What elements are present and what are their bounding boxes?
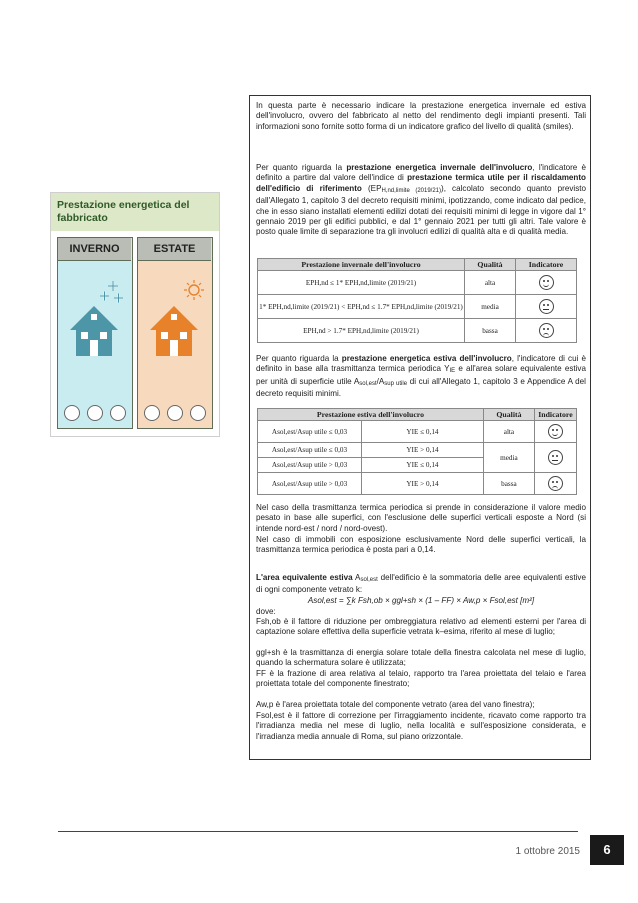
text-run: /A bbox=[376, 376, 385, 386]
table-row bbox=[258, 271, 577, 295]
table-row bbox=[258, 473, 577, 495]
table-header: Qualità bbox=[483, 409, 534, 421]
text-run: dell'edificio è la sommatoria delle aree equivalenti estive di ogni componente vetrato k: bbox=[256, 573, 586, 595]
table-cell bbox=[534, 473, 576, 495]
text-run: ), calcolato secondo quanto previsto dall'Allegato 1, capitolo 3 del decreto requisiti minimi, ipotizzando, come indicato dal pedice, che in esso siano installati elementi edilizi dotati dei requisiti minimi di legge in vigore dal 1° gennaio 2019 per gli edifici pubblici, e dal 1° gennaio 2021 per tutti gli altri. Tale valore è posto quale limite di separazione tra gli involucri edilizi di qualità alta e di qualità media. bbox=[256, 183, 586, 237]
winter-panel bbox=[57, 237, 133, 429]
table-cell: bassa bbox=[465, 319, 516, 343]
happy-smile-icon bbox=[64, 405, 80, 421]
table-cell: alta bbox=[483, 421, 534, 443]
definition-item: ggl+sh è la trasmittanza di energia solare totale della finestra calcolata nel mese di luglio, quando la schermatura solare è utilizzata; bbox=[256, 648, 586, 668]
text-run: Per quanto riguarda la bbox=[256, 163, 347, 172]
table-header: Qualità bbox=[465, 259, 516, 271]
text-run: , l'indicatore di cui è definito in base alla trasmittanza termica periodica Y bbox=[256, 354, 586, 374]
text-run: , l'indicatore è definito a partire dal valore dell'indice di bbox=[256, 163, 587, 183]
table-cell bbox=[516, 319, 577, 343]
text-run: e all'area solare equivalente estiva per unità di superficie utile A bbox=[256, 364, 586, 386]
neutral-smile-icon bbox=[87, 405, 103, 421]
page-number: 6 bbox=[590, 835, 624, 865]
definition-item: FF è la frazione di area relativa al telaio, rapporto tra l'area proiettata del telaio e l'area proiettata totale del componente finestrato; bbox=[256, 669, 586, 689]
subscript: IE bbox=[449, 368, 456, 375]
table-header: Prestazione invernale dell'involucro bbox=[258, 259, 465, 271]
subscript: sol,est bbox=[359, 380, 377, 387]
summer-panel bbox=[137, 237, 213, 429]
sad-smile-icon bbox=[110, 405, 126, 421]
table-row bbox=[258, 319, 577, 343]
table-header: Indicatore bbox=[516, 259, 577, 271]
periodic-transmittance-paragraph: Nel caso della trasmittanza termica periodica si prende in considerazione il valore medio pesato in base alle superfici, con l'esclusione delle superfici verticali esposte a Nord (si intende nord-est / nord / nord-ovest). bbox=[256, 503, 586, 533]
table-cell: media bbox=[483, 443, 534, 473]
neutral-smile-icon bbox=[167, 405, 183, 421]
energy-label-card bbox=[50, 192, 220, 437]
table-row bbox=[258, 421, 577, 443]
summer-house-icon bbox=[146, 278, 206, 358]
table-cell bbox=[534, 443, 576, 473]
footer-date: 1 ottobre 2015 bbox=[515, 846, 580, 857]
subscript: sol,est bbox=[360, 577, 378, 583]
winter-performance-table bbox=[257, 258, 577, 343]
sad-face-icon bbox=[539, 323, 554, 338]
winter-house-icon bbox=[66, 278, 126, 358]
table-cell: EPH,nd ≤ 1* EPH,nd,limite (2019/21) bbox=[258, 271, 465, 295]
table-header: Prestazione estiva dell'involucro bbox=[258, 409, 484, 421]
table-header: Indicatore bbox=[534, 409, 576, 421]
subscript: sup utile bbox=[384, 380, 408, 387]
energy-label-title: Prestazione energetica del fabbricato bbox=[57, 199, 190, 224]
table-cell: YIE ≤ 0,14 bbox=[362, 421, 484, 443]
table-cell: 1* EPH,nd,limite (2019/21) < EPH,nd ≤ 1.7* EPH,nd,limite (2019/21) bbox=[258, 295, 465, 319]
summer-label: ESTATE bbox=[138, 238, 211, 261]
table-cell bbox=[516, 295, 577, 319]
table-cell: bassa bbox=[483, 473, 534, 495]
definition-item: Fsol,est è il fattore di correzione per l'irraggiamento incidente, ricavato come rapporto tra l'irradianza media nel mese di luglio, nella località e sull'esposizione considerata, e l'irradianza media annuale di Roma, sul piano orizzontale. bbox=[256, 711, 586, 741]
equivalent-area-paragraph bbox=[256, 573, 586, 596]
text-run-bold: prestazione energetica invernale dell'involucro bbox=[346, 163, 533, 172]
text-run: (EP bbox=[361, 183, 382, 193]
table-row bbox=[258, 295, 577, 319]
table-cell: YIE > 0,14 bbox=[362, 473, 484, 495]
text-run-bold: prestazione termica utile per il riscaldamento dell'edificio di riferimento bbox=[256, 173, 586, 193]
text-run: di cui all'Allegato 1, capitolo 3 e Appendice A del decreto requisiti minimi. bbox=[256, 376, 586, 399]
summer-performance-table bbox=[257, 408, 577, 495]
summer-smiles bbox=[140, 402, 210, 424]
table-cell: YIE > 0,14 bbox=[362, 443, 484, 458]
text-run-bold: prestazione energetica estiva dell'involucro bbox=[341, 354, 512, 363]
happy-smile-icon bbox=[144, 405, 160, 421]
sad-smile-icon bbox=[190, 405, 206, 421]
happy-face-icon bbox=[539, 275, 554, 290]
winter-paragraph bbox=[256, 163, 586, 238]
formula: Asol,est = ∑k Fsh,ob × ggl+sh × (1 – FF) × Aw,p × Fsol,est [m²] bbox=[307, 596, 535, 605]
table-cell: Asol,est/Asup utile > 0,03 bbox=[258, 473, 362, 495]
sad-face-icon bbox=[548, 476, 563, 491]
table-cell: media bbox=[465, 295, 516, 319]
text-run-bold: L'area equivalente estiva bbox=[256, 573, 353, 582]
table-cell: EPH,nd > 1.7* EPH,nd,limite (2019/21) bbox=[258, 319, 465, 343]
table-cell bbox=[516, 271, 577, 295]
text-run: A bbox=[352, 573, 361, 582]
winter-label: INVERNO bbox=[58, 238, 131, 261]
neutral-face-icon bbox=[548, 450, 563, 465]
definitions-heading: dove: bbox=[256, 607, 276, 616]
north-exposure-paragraph: Nel caso di immobili con esposizione esclusivamente Nord delle superfici verticali, la trasmittanza termica periodica è posta pari a 0,14. bbox=[256, 535, 586, 555]
table-row bbox=[258, 443, 577, 458]
text-run: Per quanto riguarda la bbox=[256, 354, 342, 363]
table-cell: Asol,est/Asup utile ≤ 0,03 bbox=[258, 421, 362, 443]
table-cell: YIE ≤ 0,14 bbox=[362, 458, 484, 473]
winter-smiles bbox=[60, 402, 130, 424]
definition-item: Fsh,ob è il fattore di riduzione per ombreggiatura relativo ad elementi esterni per l'area di captazione solare effettiva della superficie vetrata k–esima, riferito al mese di luglio; bbox=[256, 617, 586, 637]
summer-paragraph bbox=[256, 354, 586, 400]
footer-rule bbox=[58, 831, 578, 832]
subscript: H,nd,limite (2019/21) bbox=[381, 187, 442, 194]
table-cell: alta bbox=[465, 271, 516, 295]
table-cell: Asol,est/Asup utile ≤ 0,03 bbox=[258, 443, 362, 458]
neutral-face-icon bbox=[539, 299, 554, 314]
definition-item: Aw,p è l'area proiettata totale del componente vetrato (area del vano finestra); bbox=[256, 700, 535, 709]
table-cell: Asol,est/Asup utile > 0,03 bbox=[258, 458, 362, 473]
intro-paragraph: In questa parte è necessario indicare la prestazione energetica invernale ed estiva dell'involucro, ovvero del fabbricato al netto del rendimento degli impianti presenti. Tali informazioni sono fornite sotto forma di un indicatore grafico del livello di qualità (smiles). bbox=[256, 101, 586, 131]
table-cell bbox=[534, 421, 576, 443]
happy-face-icon bbox=[548, 424, 563, 439]
